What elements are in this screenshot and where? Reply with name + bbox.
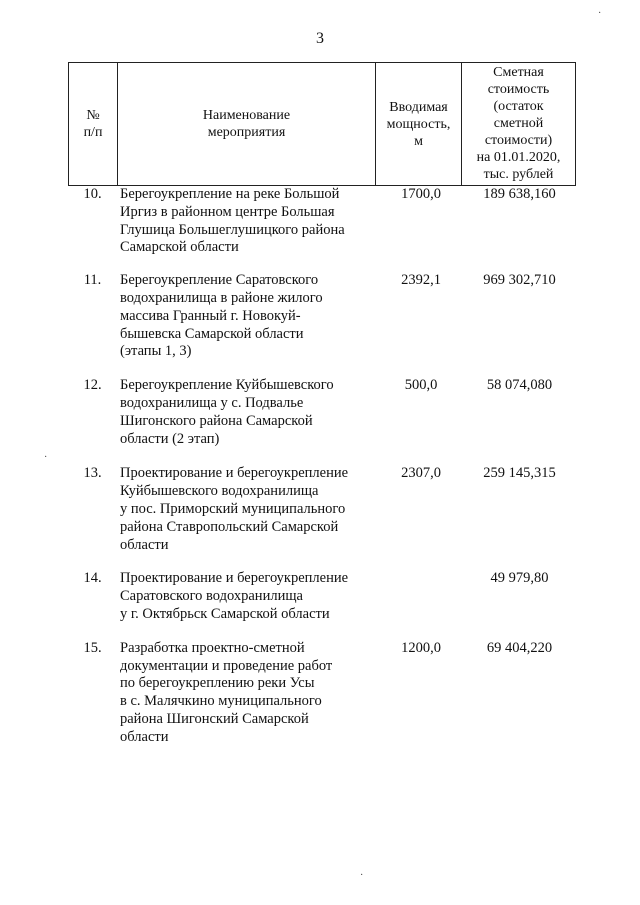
row-name: Проектирование и берегоукрепление Куйбышевского водохранилища у пос. Приморский муниципального района Ставропольский Самарской области bbox=[120, 465, 349, 553]
table-row bbox=[68, 272, 575, 361]
row-number: 13. bbox=[83, 465, 102, 482]
row-cost: 58 074,080 bbox=[486, 377, 553, 394]
scan-speck: · bbox=[598, 8, 602, 19]
row-name: Берегоукрепление Куйбышевского водохранилища у с. Подвалье Шигонского района Самарской области (2 этап) bbox=[120, 377, 334, 447]
table-body bbox=[68, 186, 575, 747]
row-capacity: 1700,0 bbox=[401, 186, 441, 202]
header-capacity: Вводимая мощность, м bbox=[376, 63, 462, 186]
header-cost: Сметная стоимость (остаток сметной стоимости) на 01.01.2020, тыс. рублей bbox=[462, 63, 576, 186]
header-name: Наименование мероприятия bbox=[118, 63, 376, 186]
row-capacity: 2392,1 bbox=[401, 272, 441, 289]
row-name: Берегоукрепление Саратовского водохранилища в районе жилого массива Гранный г. Новокуй- бышевска Самарской области (этапы 1, 3) bbox=[120, 272, 323, 360]
scan-speck: · bbox=[44, 452, 48, 463]
row-cost: 69 404,220 bbox=[486, 639, 553, 656]
row-capacity: 500,0 bbox=[404, 377, 438, 394]
table-row bbox=[68, 640, 575, 747]
table-header bbox=[68, 62, 576, 186]
row-cost: 969 302,710 bbox=[483, 272, 556, 289]
row-number: 10. bbox=[83, 186, 102, 202]
row-number: 12. bbox=[83, 377, 102, 394]
page-number: 3 bbox=[316, 30, 324, 47]
row-name: Разработка проектно-сметной документации и проведение работ по берегоукреплению реки Усы в с. Малячкино муниципального района Шигонский Самарской области bbox=[120, 639, 333, 745]
row-capacity: 1200,0 bbox=[401, 639, 441, 656]
row-capacity: 2307,0 bbox=[401, 465, 441, 482]
table-row bbox=[68, 465, 575, 554]
table-row bbox=[68, 377, 575, 448]
row-number: 11. bbox=[83, 272, 102, 289]
row-cost: 49 979,80 bbox=[490, 570, 549, 587]
row-cost: 259 145,315 bbox=[483, 465, 556, 482]
table-row bbox=[68, 570, 575, 623]
scan-speck: · bbox=[360, 870, 364, 881]
row-number: 15. bbox=[83, 639, 102, 656]
row-number: 14. bbox=[83, 570, 102, 587]
row-name: Проектирование и берегоукрепление Саратовского водохранилища у г. Октябрьск Самарской области bbox=[120, 570, 349, 622]
row-cost: 189 638,160 bbox=[483, 186, 556, 202]
table-row bbox=[68, 186, 575, 257]
header-number: № п/п bbox=[69, 63, 118, 186]
row-name: Берегоукрепление на реке Большой Иргиз в районном центре Большая Глушица Большеглушицкого района Самарской области bbox=[120, 186, 345, 256]
